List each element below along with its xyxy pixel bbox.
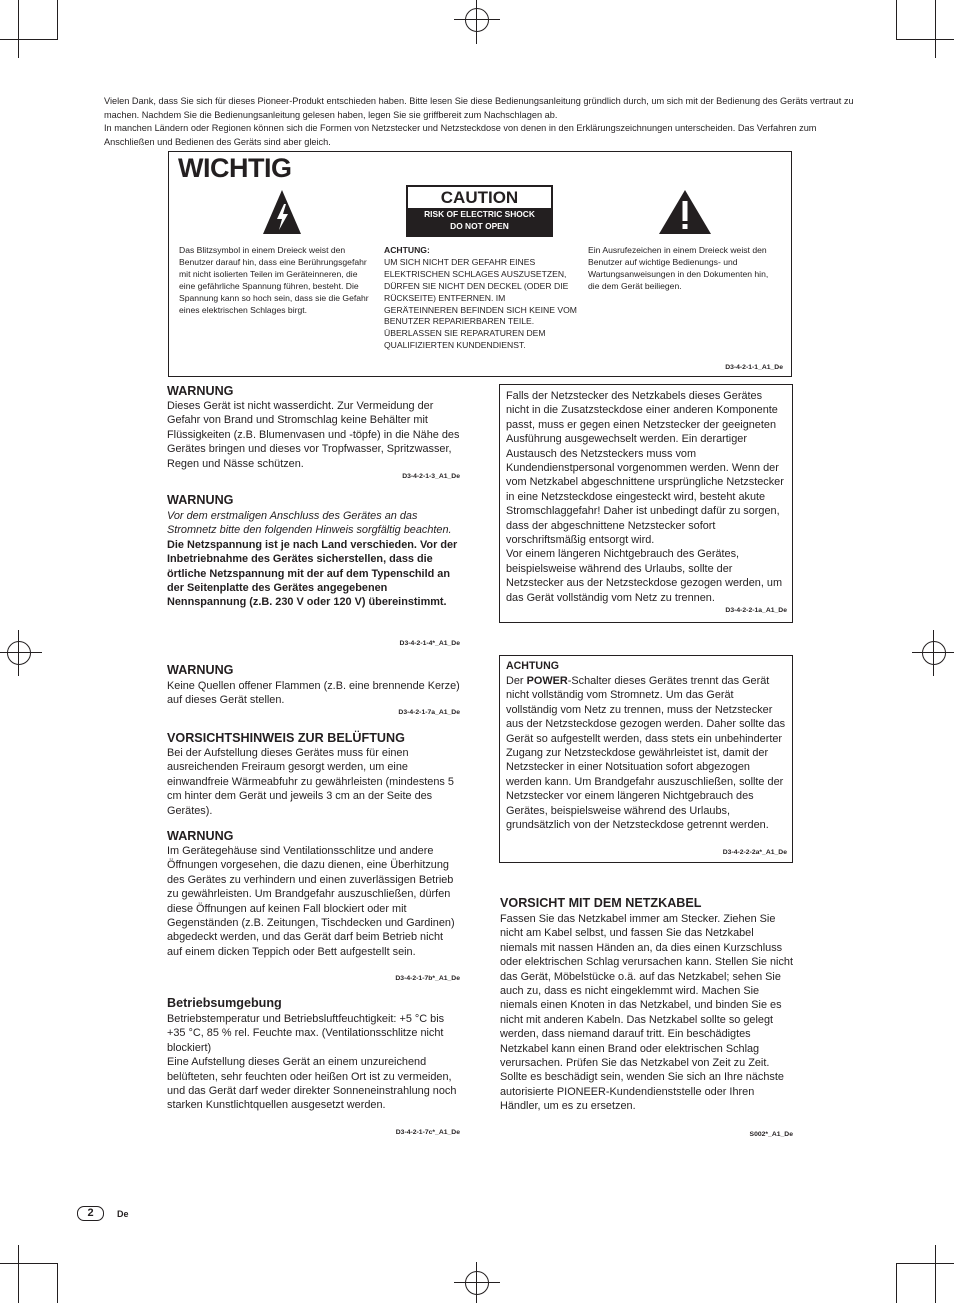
netzstecker-text-1: Falls der Netzstecker des Netzkabels dieses Gerätes nicht in die Zusatzsteckdose einer anderen Komponente passt, muss er gegen einen Netzstecker der geeigneten Ausführung ausgewechselt werden. Ein derartiger Austausch des Netzsteckers muss vom Kundendienstpersonal vorgenommen werden. Wenn der vom Netzkabel abgeschnittene ursprüngliche Netzstecker in eine Netzsteckdose eingesteckt wird, besteht akute Stromschlaggefahr! Daher ist unbedingt dafür zu sorgen, dass der abgeschnittene Netzstecker sofort vorschriftsmäßig entsorgt wird. — [506, 390, 784, 547]
warnung-4-text: Im Gerätegehäuse sind Ventilationsschlitze und andere Öffnungen vorgesehen, die dazu dienen, eine Überhitzung des Gerätes zu verhindern und einen zuverlässigen Betrieb zu gewährleisten. Um Brandgefahr auszuschließen, dürfen diese Öffnungen auf keinen Fall blockiert oder mit Gegenständen (z.B. Zeitungen, Tischdecken und Gardinen) abgedeckt werden, und das Gerät darf beim Betrieb nicht auf einem dicken Teppich oder Bett aufgestellt sein. — [167, 845, 455, 958]
vorsichtshinweis-title: VORSICHTSHINWEIS ZUR BELÜFTUNG — [167, 731, 405, 745]
wichtig-title: WICHTIG — [178, 153, 292, 183]
vorsichtshinweis-text: Bei der Aufstellung dieses Gerätes muss für einen ausreichenden Freiraum gesorgt werden, um eine einwandfreie Wärmeabfuhr zu gewährleisten (mindestens 5 cm hinter dem Gerät und jeweils 3 cm an der Seite des Gerätes). — [167, 747, 454, 817]
netzstecker-text — [506, 389, 788, 605]
netzkabel-code: S002*_A1_De — [749, 1131, 793, 1138]
achtung-power-body: -Schalter dieses Gerätes trennt das Gerät nicht vollständig vom Stromnetz. Um das Gerät vollständig vom Netz zu trennen, muss der Netzstecker aus der Netzsteckdose gezogen werden. Daher sollte das Gerät so aufgestellt werden, dass stets ein unbehinderter Zugang zur Netzsteckdose gewährleistet ist, damit der Netzstecker in einer Notsituation sofort abgezogen werden kann. Um Brandgefahr auszuschließen, sollte der Netzstecker vor einem längeren Nichtgebrauch des Gerätes, beispielsweise während des Urlaubs, grundsätzlich von der Netzsteckdose getrennt werden. — [506, 675, 786, 832]
achtung-block — [384, 245, 578, 352]
achtung-power-code: D3-4-2-2-2a*_A1_De — [722, 849, 787, 856]
netzstecker-code: D3-4-2-2-1a_A1_De — [725, 607, 787, 614]
warnung-1-text: Dieses Gerät ist nicht wasserdicht. Zur Vermeidung der Gefahr von Brand und Stromschlag keine Behälter mit Flüssigkeiten (z.B. Blumenvasen und -töpfe) in die Nähe des Gerätes bringen und dieses vor Tropfwasser, Spritzwasser, Regen und Nässe schützen. — [167, 400, 460, 470]
lightning-description: Das Blitzsymbol in einem Dreieck weist den Benutzer darauf hin, dass eine Berührungsgefahr mit nicht isolierten Teilen im Geräteinneren, die eine gefährliche Spannung führen, besteht. Die Spannung kann so hoch sein, dass sie die Gefahr eines elektrischen Schlages birgt. — [179, 245, 369, 315]
caution-sub-line-1: RISK OF ELECTRIC SHOCK — [424, 209, 535, 219]
warnung-2-italic: Vor dem erstmaligen Anschluss des Gerätes an das Stromnetz bitte den folgenden Hinweis sorgfältig beachten. — [167, 510, 452, 537]
netzkabel-title: VORSICHT MIT DEM NETZKABEL — [500, 896, 702, 910]
netzkabel-text: Fassen Sie das Netzkabel immer am Stecker. Ziehen Sie nicht am Kabel selbst, und fassen Sie das Netzkabel niemals mit nassen Händen an, da dies einen Kurzschluss oder elektrischen Schlag verursachen kann. Stellen Sie nicht das Gerät, Möbelstücke o.ä. auf das Netzkabel; sehen Sie auch zu, dass es nicht eingeklemmt wird. Machen Sie niemals einen Knoten in das Netzkabel, und binden Sie es nicht mit anderen Kabeln. Das Netzkabel sollte so gelegt werden, dass niemand darauf tritt. Ein beschädigtes Netzkabel kann einen Brand oder elektrischen Schlag verursachen. Prüfen Sie das Netzkabel von Zeit zu Zeit. Sollte es beschädigt sein, wenden Sie sich an Ihre nächste autorisierte PIONEER-Kundendienststelle oder Ihren Händler, um es zu ersetzen. — [500, 913, 794, 1113]
lightning-warning-icon — [261, 188, 303, 236]
achtung-power-prefix: Der — [506, 675, 527, 687]
power-keyword: POWER — [526, 675, 568, 687]
warnung-2-bold: Die Netzspannung ist je nach Land verschieden. Vor der Inbetriebnahme des Gerätes sicherstellen, dass die örtliche Netzspannung mit der auf dem Typenschild an der Seitenplatte des Gerätes angegebenen Nennspannung (z.B. 230 V oder 120 V) übereinstimmt. — [167, 538, 458, 609]
betriebsumgebung-title: Betriebsumgebung — [167, 996, 282, 1010]
exclamation-description: Ein Ausrufezeichen in einem Dreieck weist den Benutzer auf wichtige Bedienungs- und Wartungsanweisungen in den Dokumenten hin, die dem Gerät beiliegen. — [588, 245, 769, 291]
caution-label: CAUTION — [408, 187, 551, 208]
page-number: 2 — [77, 1206, 104, 1221]
warnung-2-text — [167, 509, 461, 610]
caution-sub-label — [408, 209, 551, 232]
warnung-1-code: D3-4-2-1-3_A1_De — [402, 473, 460, 480]
warnung-3-title: WARNUNG — [167, 663, 234, 677]
achtung-label: ACHTUNG: — [384, 245, 430, 255]
caution-sub-line-2: DO NOT OPEN — [450, 220, 509, 231]
warnung-1-title: WARNUNG — [167, 384, 234, 398]
warnung-3-code: D3-4-2-1-7a_A1_De — [398, 709, 460, 716]
betriebsumgebung-text — [167, 1012, 461, 1113]
achtung-text: UM SICH NICHT DER GEFAHR EINES ELEKTRISCHEN SCHLAGES AUSZUSETZEN, DÜRFEN SIE NICHT DEN DECKEL (ODER DIE RÜCKSEITE) ENTFERNEN. IM GERÄTEINNEREN BEFINDEN SICH KEINE VOM BENUTZER REPARIERBAREN TEILE. ÜBERLASSEN SIE REPARATUREN DEM QUALIFIZIERTEN KUNDENDIENST. — [384, 256, 577, 351]
warnung-2-code: D3-4-2-1-4*_A1_De — [399, 640, 460, 647]
betriebsumgebung-text-2: Eine Aufstellung dieses Gerät an einem unzureichend belüfteten, sehr feuchten oder heißen Ort ist zu vermeiden, und das Gerät darf weder direkter Sonneneinstrahlung noch starken Kunstlichtquellen ausgesetzt werden. — [167, 1056, 457, 1112]
achtung-power-title: ACHTUNG — [506, 660, 559, 672]
warnung-4-code: D3-4-2-1-7b*_A1_De — [395, 975, 460, 982]
intro-paragraph-2: In manchen Ländern oder Regionen können sich die Formen von Netzstecker und Netzsteckdose von denen in den Erklärungszeichnungen unterscheiden. Das Verfahren zum Anschließen und Bedienen des Geräts sind aber gleich. — [104, 123, 817, 147]
warnung-3-text: Keine Quellen offener Flammen (z.B. eine brennende Kerze) auf dieses Gerät stellen. — [167, 680, 460, 707]
language-code: De — [117, 1209, 129, 1219]
wichtig-code: D3-4-2-1-1_A1_De — [725, 364, 783, 371]
warnung-2-title: WARNUNG — [167, 493, 234, 507]
warnung-4-title: WARNUNG — [167, 829, 234, 843]
betriebsumgebung-code: D3-4-2-1-7c*_A1_De — [395, 1129, 460, 1136]
exclamation-warning-icon — [657, 188, 713, 236]
betriebsumgebung-text-1: Betriebstemperatur und Betriebsluftfeuchtigkeit: +5 °C bis +35 °C, 85 % rel. Feuchte max. (Ventilationsschlitze nicht blockiert) — [167, 1013, 445, 1054]
netzstecker-text-2: Vor einem längeren Nichtgebrauch des Gerätes, beispielsweise während des Urlaubs, sollte der Netzstecker aus der Netzsteckdose gezogen werden, um das Gerät vollständig vom Netz zu trennen. — [506, 548, 783, 604]
achtung-power-text — [506, 674, 788, 832]
intro-text — [104, 95, 864, 149]
intro-paragraph-1: Vielen Dank, dass Sie sich für dieses Pioneer-Produkt entschieden haben. Bitte lesen Sie diese Bedienungsanleitung gründlich durch, um sich mit der Bedienung des Geräts vertraut zu machen. Nachdem Sie die Bedienungsanleitung gelesen haben, legen Sie sie griffbereit zum Nachschlagen ab. — [104, 96, 854, 120]
